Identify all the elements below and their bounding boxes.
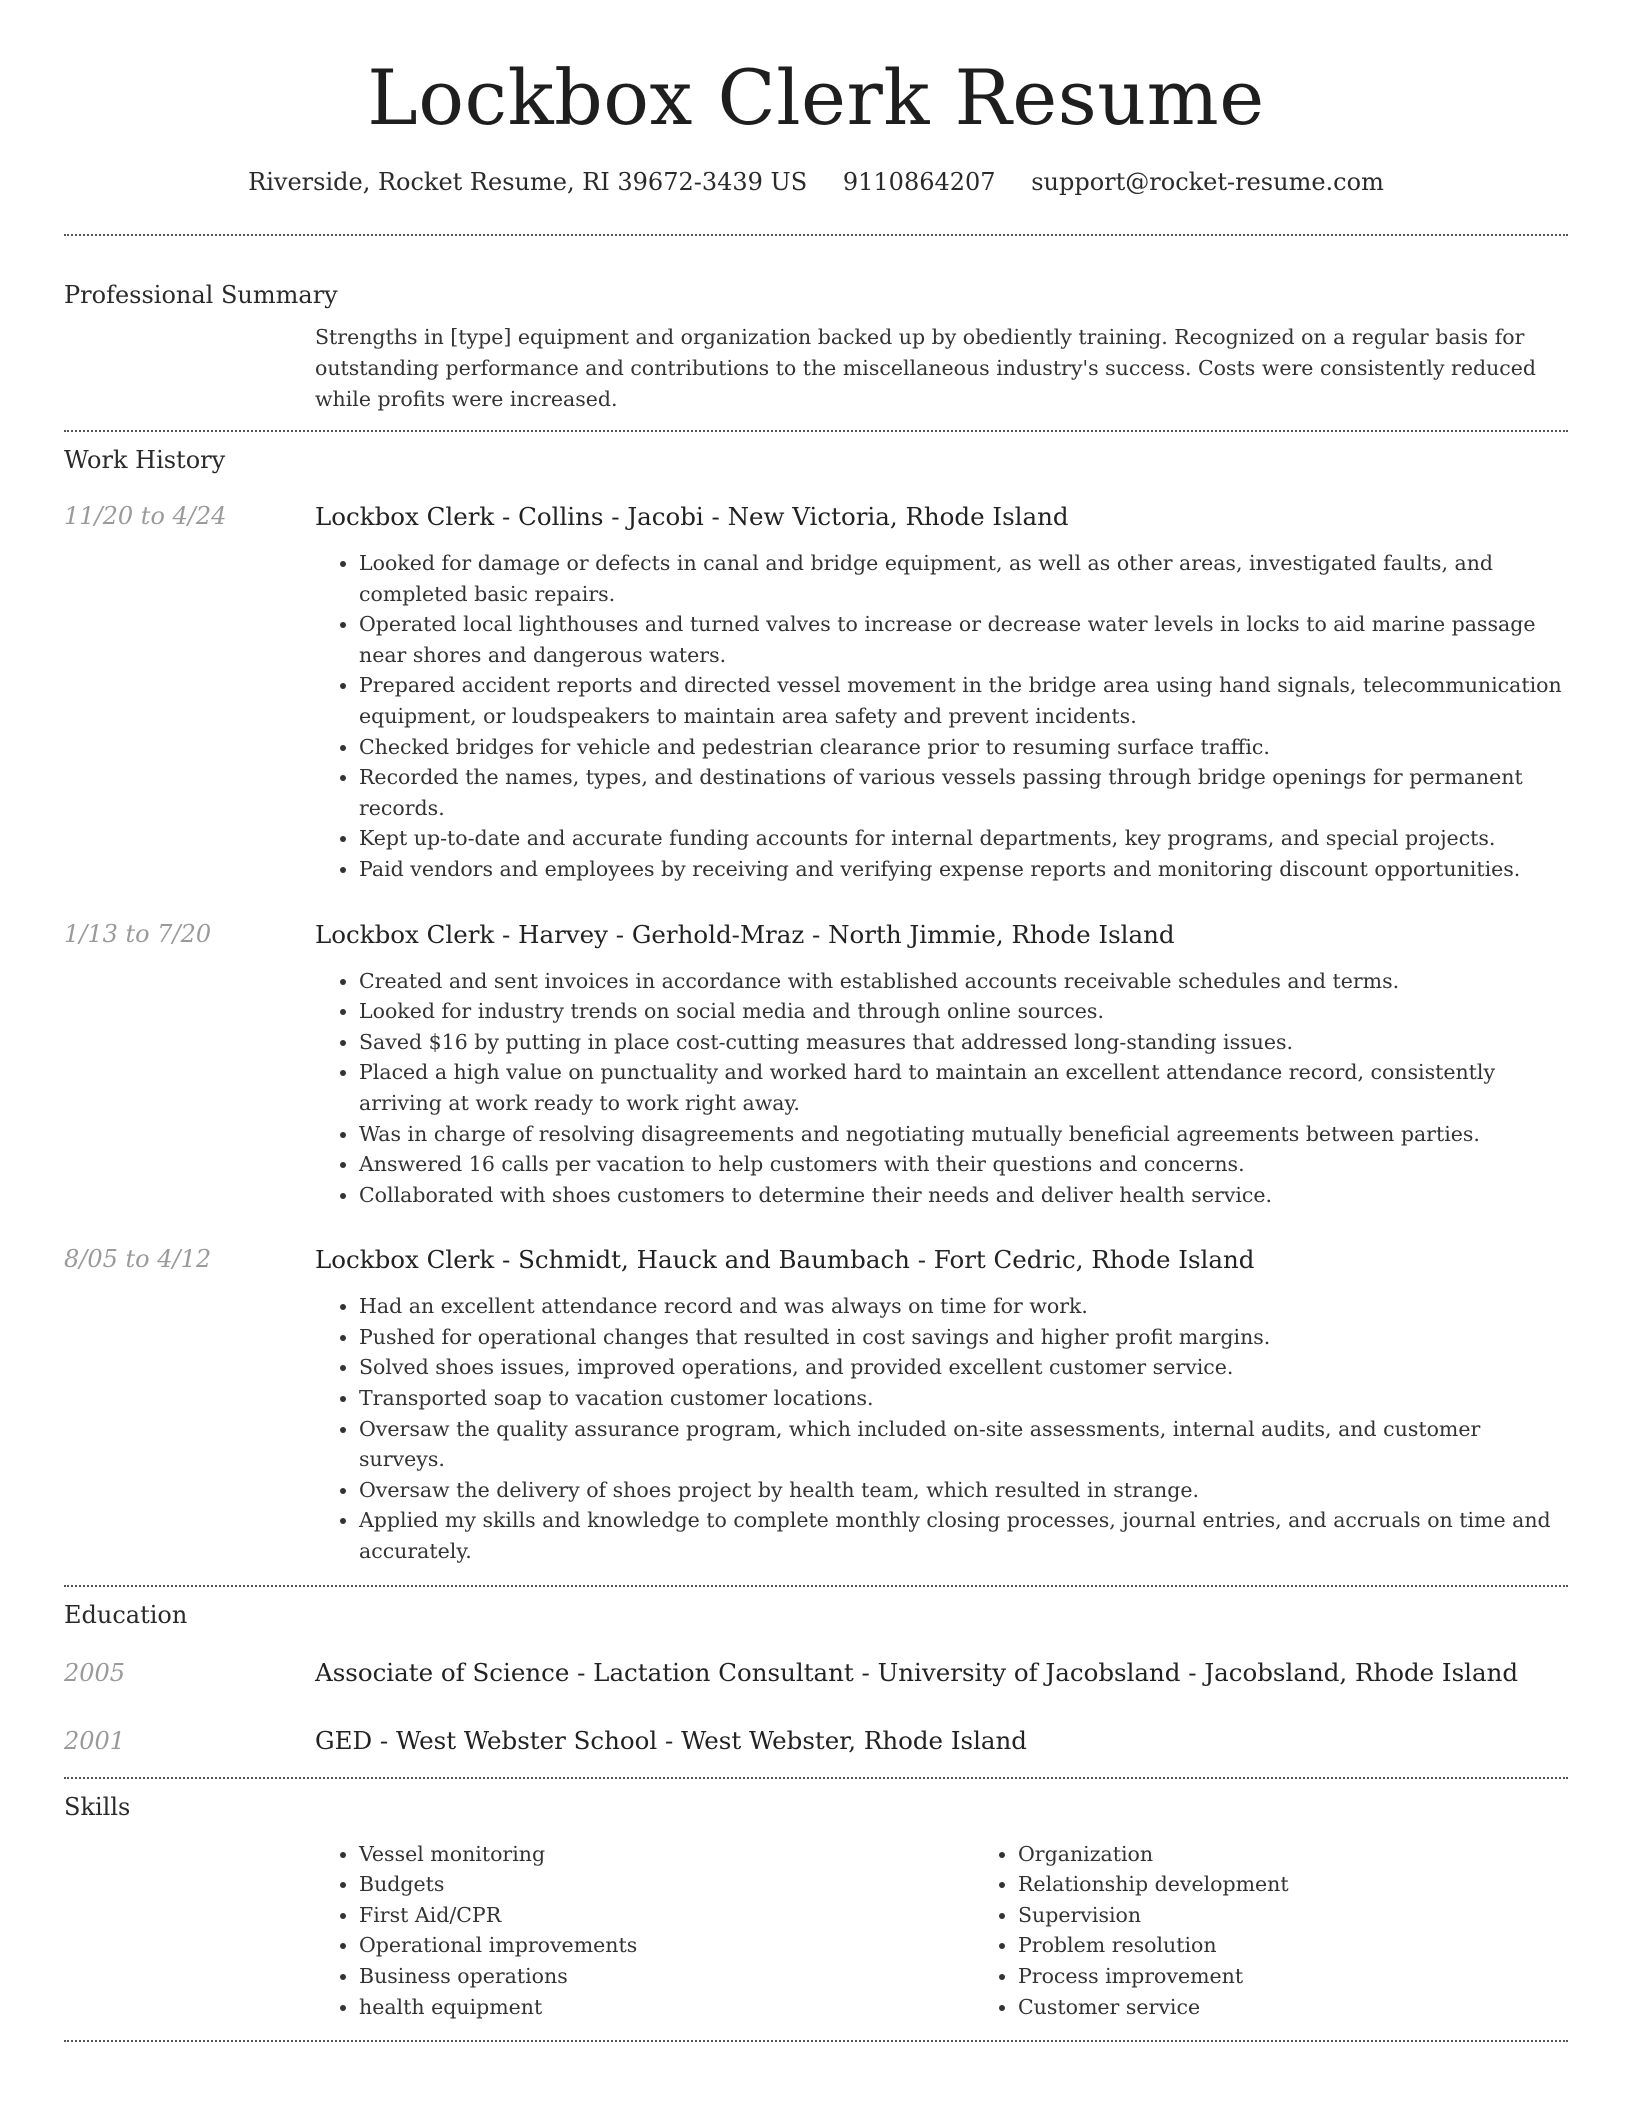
skills-section bbox=[64, 1792, 1568, 2023]
duty-item: • Solved shoes issues, improved operations, and provided excellent customer service. bbox=[359, 1352, 1568, 1383]
education-section bbox=[64, 1600, 1568, 1756]
contact-phone: 9110864207 bbox=[842, 168, 996, 196]
job-dates: 1/13 to 7/20 bbox=[64, 919, 212, 948]
skill-item: • Relationship development bbox=[1018, 1869, 1568, 1900]
job-duties bbox=[315, 966, 1568, 1211]
job-entry bbox=[64, 502, 1568, 885]
education-year: 2005 bbox=[64, 1658, 126, 1687]
skill-item: • health equipment bbox=[359, 1992, 974, 2023]
education-heading: Education bbox=[64, 1600, 188, 1629]
skill-item: • Operational improvements bbox=[359, 1930, 974, 1961]
duty-item: • Kept up-to-date and accurate funding accounts for internal departments, key programs, and special projects. bbox=[359, 823, 1568, 854]
summary-section bbox=[64, 280, 1568, 415]
job-dates: 8/05 to 4/12 bbox=[64, 1245, 212, 1274]
education-year: 2001 bbox=[64, 1726, 126, 1755]
divider bbox=[64, 2040, 1568, 2042]
contact-line bbox=[64, 168, 1568, 200]
duty-item: • Saved $16 by putting in place cost-cutting measures that addressed long-standing issues. bbox=[359, 1027, 1568, 1058]
job-dates: 11/20 to 4/24 bbox=[64, 502, 227, 530]
duty-item: • Looked for industry trends on social media and through online sources. bbox=[359, 996, 1568, 1027]
divider bbox=[64, 234, 1568, 236]
skill-item: • Business operations bbox=[359, 1961, 974, 1992]
summary-heading: Professional Summary bbox=[64, 281, 338, 309]
skills-list-right bbox=[974, 1839, 1568, 2023]
duty-item: • Prepared accident reports and directed vessel movement in the bridge area using hand signals, telecommunication equipment, or loudspeakers to maintain area safety and prevent incidents. bbox=[359, 670, 1568, 731]
job-entry bbox=[64, 1245, 1568, 1566]
divider bbox=[64, 430, 1568, 432]
divider bbox=[64, 1777, 1568, 1779]
duty-item: • Answered 16 calls per vacation to help customers with their questions and concerns. bbox=[359, 1149, 1568, 1180]
duty-item: • Transported soap to vacation customer locations. bbox=[359, 1383, 1568, 1414]
job-duties bbox=[315, 1291, 1568, 1566]
education-detail: GED - West Webster School - West Webster, Rhode Island bbox=[315, 1725, 1027, 1755]
education-detail: Associate of Science - Lactation Consultant - University of Jacobsland - Jacobsland, Rhode Island bbox=[315, 1657, 1519, 1687]
summary-text: Strengths in [type] equipment and organization backed up by obediently training. Recognized on a regular basis for outstanding performance and contributions to the miscellaneous industry's success. Costs were consistently reduced while profits were increased. bbox=[315, 325, 1537, 411]
contact-address: Riverside, Rocket Resume, RI 39672-3439 US bbox=[248, 168, 808, 196]
education-entry bbox=[64, 1658, 1568, 1688]
duty-item: • Pushed for operational changes that resulted in cost savings and higher profit margins. bbox=[359, 1322, 1568, 1353]
duty-item: • Created and sent invoices in accordance with established accounts receivable schedules and terms. bbox=[359, 966, 1568, 997]
divider bbox=[64, 1585, 1568, 1587]
duty-item: • Applied my skills and knowledge to complete monthly closing processes, journal entries, and accruals on time and accurately. bbox=[359, 1505, 1568, 1566]
duty-item: • Recorded the names, types, and destinations of various vessels passing through bridge openings for permanent records. bbox=[359, 762, 1568, 823]
contact-email: support@rocket-resume.com bbox=[1031, 168, 1384, 196]
skill-item: • Vessel monitoring bbox=[359, 1839, 974, 1870]
job-title: Lockbox Clerk - Collins - Jacobi - New Victoria, Rhode Island bbox=[315, 502, 1069, 531]
duty-item: • Placed a high value on punctuality and worked hard to maintain an excellent attendance record, consistently arriving at work ready to work right away. bbox=[359, 1057, 1568, 1118]
duty-item: • Oversaw the quality assurance program, which included on-site assessments, internal audits, and customer surveys. bbox=[359, 1414, 1568, 1475]
duty-item: • Paid vendors and employees by receiving and verifying expense reports and monitoring discount opportunities. bbox=[359, 854, 1568, 885]
skill-item: • Problem resolution bbox=[1018, 1930, 1568, 1961]
skill-item: • Customer service bbox=[1018, 1992, 1568, 2023]
skill-item: • Organization bbox=[1018, 1839, 1568, 1870]
duty-item: • Oversaw the delivery of shoes project by health team, which resulted in strange. bbox=[359, 1475, 1568, 1506]
job-title: Lockbox Clerk - Schmidt, Hauck and Baumbach - Fort Cedric, Rhode Island bbox=[315, 1245, 1255, 1275]
skills-heading: Skills bbox=[64, 1792, 131, 1821]
skill-item: • Budgets bbox=[359, 1869, 974, 1900]
duty-item: • Collaborated with shoes customers to determine their needs and deliver health service. bbox=[359, 1180, 1568, 1211]
skill-item: • Supervision bbox=[1018, 1900, 1568, 1931]
work-section bbox=[64, 445, 1568, 1567]
skill-item: • First Aid/CPR bbox=[359, 1900, 974, 1931]
skill-item: • Process improvement bbox=[1018, 1961, 1568, 1992]
duty-item: • Checked bridges for vehicle and pedestrian clearance prior to resuming surface traffic. bbox=[359, 732, 1568, 763]
job-entry bbox=[64, 920, 1568, 1211]
work-heading: Work History bbox=[64, 446, 226, 474]
job-title: Lockbox Clerk - Harvey - Gerhold-Mraz - North Jimmie, Rhode Island bbox=[315, 919, 1175, 949]
duty-item: • Had an excellent attendance record and was always on time for work. bbox=[359, 1291, 1568, 1322]
duty-item: • Was in charge of resolving disagreements and negotiating mutually beneficial agreements between parties. bbox=[359, 1119, 1568, 1150]
duty-item: • Looked for damage or defects in canal and bridge equipment, as well as other areas, investigated faults, and completed basic repairs. bbox=[359, 548, 1568, 609]
resume-title: Lockbox Clerk Resume bbox=[367, 53, 1265, 142]
duty-item: • Operated local lighthouses and turned valves to increase or decrease water levels in locks to aid marine passage near shores and dangerous waters. bbox=[359, 609, 1568, 670]
education-entry bbox=[64, 1726, 1568, 1756]
job-duties bbox=[315, 548, 1568, 885]
skills-list-left bbox=[315, 1839, 974, 2023]
